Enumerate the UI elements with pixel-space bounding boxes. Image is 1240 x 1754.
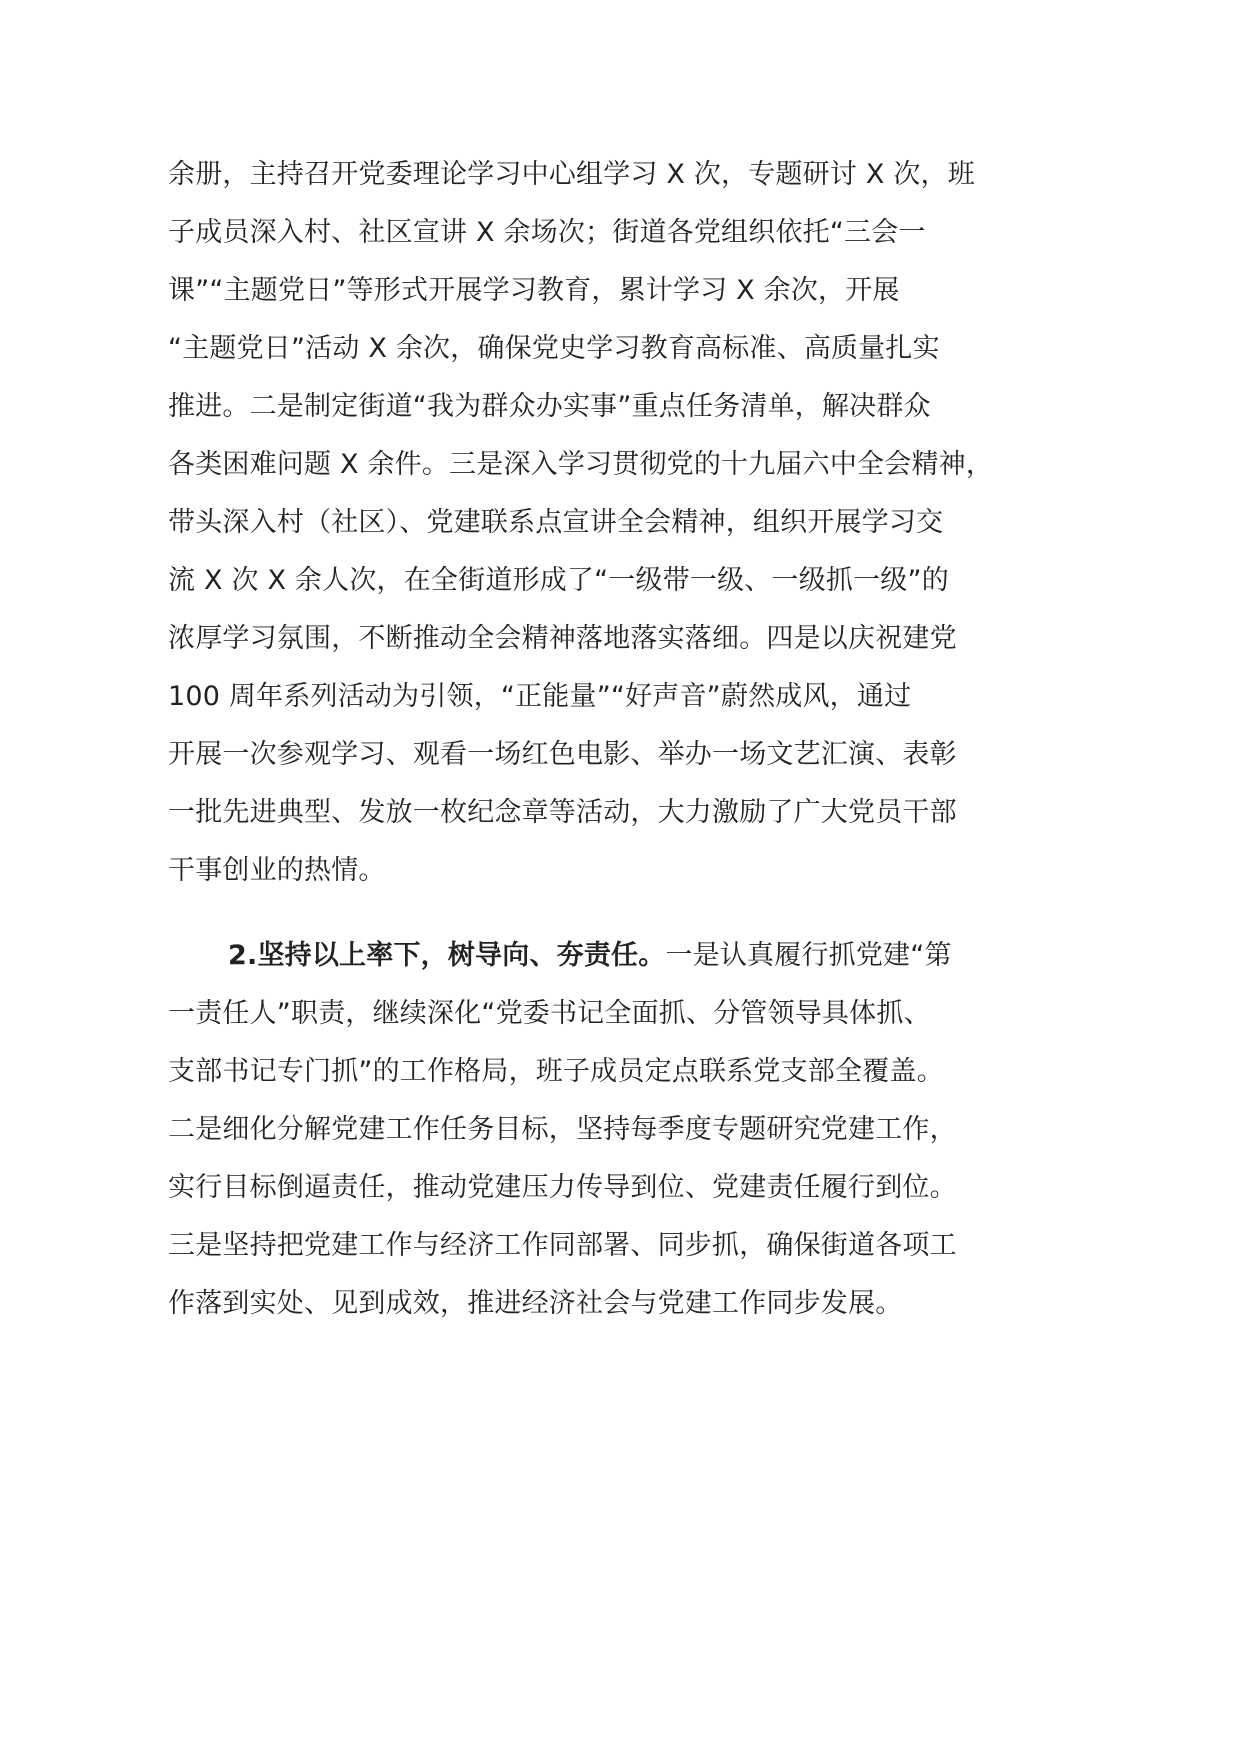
paragraph-line: 子成员深入村、社区宣讲 X 余场次；街道各党组织依托“三会一 [168,217,926,248]
paragraph-line: 三是坚持把党建工作与经济工作同部署、同步抓，确保街道各项工 [168,1230,957,1261]
paragraph-line: 二是细化分解党建工作任务目标，坚持每季度专题研究党建工作， [168,1114,957,1145]
paragraph-line: 浓厚学习氛围，不断推动全会精神落地落实落细。四是以庆祝建党 [168,623,957,654]
paragraph-line: 一批先进典型、发放一枚纪念章等活动，大力激励了广大党员干部 [168,797,957,828]
paragraph-line: 支部书记专门抓”的工作格局，班子成员定点联系党支部全覆盖。 [168,1056,944,1087]
section-heading: 2.坚持以上率下，树导向、夯责任。 [228,940,666,971]
paragraph-line: 流 X 次 X 余人次，在全街道形成了“一级带一级、一级抓一级”的 [168,565,949,596]
paragraph-line: 带头深入村（社区）、党建联系点宣讲全会精神，组织开展学习交 [168,507,944,538]
paragraph-line: “主题党日”活动 X 余次，确保党史学习教育高标准、高质量扎实 [168,333,940,364]
body-paragraph-2 [168,927,968,1333]
paragraph-line: 开展一次参观学习、观看一场红色电影、举办一场文艺汇演、表彰 [168,739,957,770]
paragraph-line: 作落到实处、见到成效，推进经济社会与党建工作同步发展。 [168,1288,903,1319]
paragraph-line: 100 周年系列活动为引领，“正能量”“好声音”蔚然成风，通过 [168,681,912,712]
paragraph-line: 推进。二是制定街道“我为群众办实事”重点任务清单，解决群众 [168,391,931,422]
paragraph-line: 课”“主题党日”等形式开展学习教育，累计学习 X 余次，开展 [168,275,900,306]
body-paragraph-1 [168,146,994,900]
paragraph-line: 各类困难问题 X 余件。三是深入学习贯彻党的十九届六中全会精神， [168,449,994,480]
paragraph-first-line [168,927,968,985]
paragraph-line: 余册，主持召开党委理论学习中心组学习 X 次，专题研讨 X 次，班 [168,159,975,190]
paragraph-line: 实行目标倒逼责任，推动党建压力传导到位、党建责任履行到位。 [168,1172,957,1203]
heading-line-continuation: 一是认真履行抓党建“第 [665,940,952,971]
paragraph-line: 干事创业的热情。 [168,855,386,886]
paragraph-line: 一责任人”职责，继续深化“党委书记全面抓、分管领导具体抓、 [168,998,931,1029]
